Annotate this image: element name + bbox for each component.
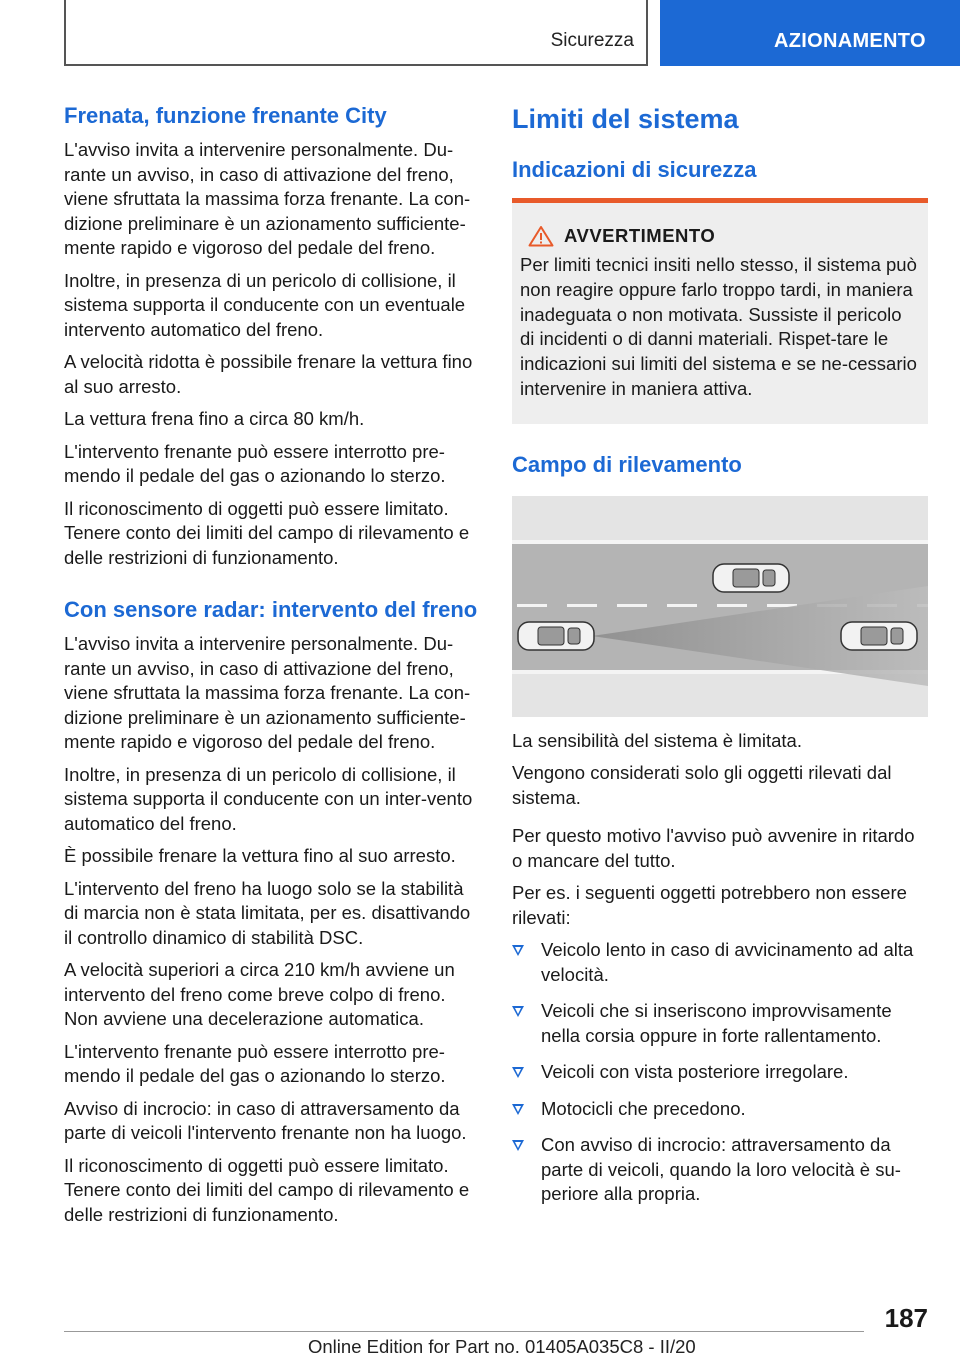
heading-system-limits: Limiti del sistema bbox=[512, 104, 739, 134]
road-edge-line bbox=[512, 540, 928, 544]
vehicle-icon-own bbox=[518, 622, 594, 650]
paragraph: Per questo motivo l'avviso può avvenire in ritardo o mancare del tutto. bbox=[512, 825, 915, 871]
warning-text: Per limiti tecnici insiti nello stesso, il sistema può non reagire oppure farlo troppo tardi, in maniera inadeguata o non motivata. Sussiste il pericolo di incidenti o di danni materiali. Rispet-tare le indicazioni sui limiti del sistema e se ne-cessario intervenire in maniera attiva. bbox=[520, 254, 917, 399]
paragraph: L'avviso invita a intervenire personalmente. Du-rante un avviso, in caso di attivazione del freno, viene sfruttata la massima forza frenante. La con-dizione preliminare è un azionamento sufficiente-mente rapido e vigoroso del pedale del freno. bbox=[64, 139, 471, 258]
list-item: Motocicli che precedono. bbox=[512, 1097, 928, 1122]
list-item: Veicolo lento in caso di avvicinamento ad alta velocità. bbox=[512, 938, 928, 987]
paragraph: A velocità ridotta è possibile frenare la vettura fino al suo arresto. bbox=[64, 351, 473, 397]
header-chapter-tab bbox=[660, 0, 960, 66]
heading-radar-braking: Con sensore radar: intervento del freno bbox=[64, 597, 478, 622]
paragraph: Il riconoscimento di oggetti può essere limitato. Tenere conto dei limiti del campo di rilevamento e delle restrizioni di funzionamento. bbox=[64, 1154, 470, 1225]
bullet-triangle-icon bbox=[512, 1140, 524, 1151]
paragraph: Inoltre, in presenza di un pericolo di collisione, il sistema supporta il conducente con un eventuale intervento automatico del freno. bbox=[64, 269, 466, 340]
bullet-triangle-icon bbox=[512, 945, 524, 956]
right-column bbox=[512, 102, 928, 1207]
paragraph: La vettura frena fino a circa 80 km/h. bbox=[64, 408, 365, 429]
paragraph: La sensibilità del sistema è limitata. bbox=[512, 729, 802, 751]
bullet-triangle-icon bbox=[512, 1067, 524, 1078]
vehicle-icon-ahead-left-lane bbox=[713, 564, 789, 592]
bullet-triangle-icon bbox=[512, 1006, 524, 1017]
heading-safety-notes: Indicazioni di sicurezza bbox=[512, 157, 757, 182]
paragraph: A velocità superiori a circa 210 km/h avviene un intervento del freno come breve colpo di freno. Non avviene una decelerazione automatica. bbox=[64, 959, 455, 1029]
detection-range-illustration bbox=[512, 496, 928, 717]
paragraph: L'intervento frenante può essere interrotto pre-mendo il pedale del gas o azionando lo sterzo. bbox=[64, 440, 446, 486]
paragraph: L'intervento del freno ha luogo solo se la stabilità di marcia non è stata limitata, per es. disattivando il controllo dinamico di stabilità DSC. bbox=[64, 877, 471, 948]
paragraph: L'avviso invita a intervenire personalmente. Du-rante un avviso, in caso di attivazione del freno, viene sfruttata la massima forza frenante. La con-dizione preliminare è un azionamento sufficiente-mente rapido e vigoroso del pedale del freno. bbox=[64, 633, 471, 752]
warning-triangle-icon bbox=[528, 225, 554, 247]
undetectable-objects-list bbox=[512, 938, 928, 1207]
footer-divider bbox=[64, 1331, 864, 1332]
heading-city-braking: Frenata, funzione frenante City bbox=[64, 103, 387, 128]
paragraph: Avviso di incrocio: in caso di attraversamento da parte di veicoli l'intervento frenante non ha luogo. bbox=[64, 1097, 467, 1143]
list-item: Veicoli che si inseriscono improvvisamente nella corsia oppure in forte rallentamento. bbox=[512, 999, 928, 1048]
list-item: Veicoli con vista posteriore irregolare. bbox=[512, 1060, 928, 1085]
warning-box bbox=[512, 198, 928, 424]
vehicle-icon-ahead-same-lane bbox=[841, 622, 917, 650]
bullet-triangle-icon bbox=[512, 1104, 524, 1115]
page-number: 187 bbox=[884, 1303, 928, 1333]
header-section-title: Sicurezza bbox=[550, 30, 634, 51]
left-column bbox=[64, 102, 480, 1227]
paragraph: L'intervento frenante può essere interrotto pre-mendo il pedale del gas o azionando lo sterzo. bbox=[64, 1040, 446, 1086]
warning-title: AVVERTIMENTO bbox=[564, 225, 716, 246]
paragraph: Inoltre, in presenza di un pericolo di collisione, il sistema supporta il conducente con un inter-vento automatico del freno. bbox=[64, 763, 473, 834]
footer-edition: Online Edition for Part no. 01405A035C8 - II/20 bbox=[308, 1336, 696, 1357]
heading-detection-range: Campo di rilevamento bbox=[512, 451, 742, 477]
list-item: Con avviso di incrocio: attraversamento da parte di veicoli, quando la loro velocità è su-periore alla propria. bbox=[512, 1133, 928, 1207]
paragraph: Per es. i seguenti oggetti potrebbero non essere rilevati: bbox=[512, 882, 907, 928]
header-section-box bbox=[64, 0, 648, 66]
paragraph: Vengono considerati solo gli oggetti rilevati dal sistema. bbox=[512, 762, 892, 808]
paragraph: È possibile frenare la vettura fino al suo arresto. bbox=[64, 845, 456, 866]
header-chapter-title: AZIONAMENTO bbox=[774, 30, 926, 52]
paragraph: Il riconoscimento di oggetti può essere limitato. Tenere conto dei limiti del campo di rilevamento e delle restrizioni di funzionamento. bbox=[64, 497, 470, 568]
